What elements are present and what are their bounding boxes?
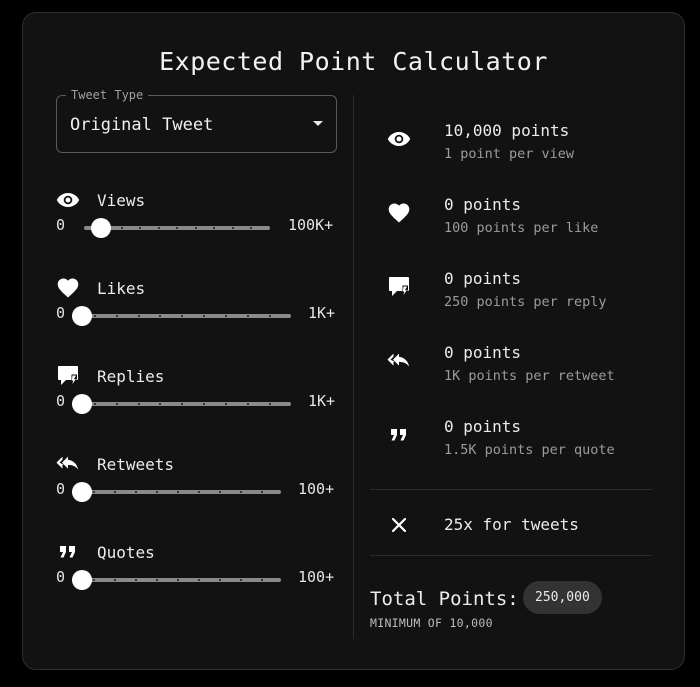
replies-slider-thumb[interactable] <box>72 394 92 414</box>
eye-icon <box>387 127 411 151</box>
column-divider <box>353 95 354 639</box>
replies-slider-group <box>56 364 346 424</box>
retweets-label: Retweets <box>97 454 175 474</box>
views-slider-track[interactable] <box>84 226 270 230</box>
retweets-points-item <box>371 343 661 393</box>
views-points-item <box>371 121 661 171</box>
tweet-type-select[interactable] <box>56 88 337 153</box>
reply-icon <box>387 275 411 299</box>
quote-icon <box>387 423 411 447</box>
views-rate: 1 point per view <box>444 146 575 162</box>
views-points: 10,000 points <box>444 121 570 140</box>
reply-icon <box>56 364 80 388</box>
quotes-slider-track[interactable] <box>72 578 281 582</box>
multiplier-item <box>371 510 661 540</box>
likes-label: Likes <box>97 278 146 298</box>
likes-min-label: 0 <box>56 304 66 322</box>
chevron-down-icon <box>313 121 323 126</box>
quotes-max-label: 100+ <box>298 568 335 586</box>
replies-min-label: 0 <box>56 392 66 410</box>
likes-points-item <box>371 195 661 245</box>
retweet-icon <box>56 452 80 476</box>
total-points-label: Total Points: <box>370 588 519 610</box>
replies-points-item <box>371 269 661 319</box>
calculator-card <box>22 12 685 670</box>
eye-icon <box>56 188 80 212</box>
quotes-min-label: 0 <box>56 568 66 586</box>
minimum-note: MINIMUM OF 10,000 <box>370 616 493 630</box>
quotes-slider-thumb[interactable] <box>72 570 92 590</box>
likes-points: 0 points <box>444 195 522 214</box>
retweet-icon <box>387 349 411 373</box>
replies-max-label: 1K+ <box>308 392 336 410</box>
views-slider-group <box>56 188 346 248</box>
divider <box>370 489 652 490</box>
heart-icon <box>56 276 80 300</box>
retweets-slider-track[interactable] <box>72 490 281 494</box>
quotes-points-item <box>371 417 661 467</box>
likes-slider-thumb[interactable] <box>72 306 92 326</box>
likes-max-label: 1K+ <box>308 304 336 322</box>
quotes-points: 0 points <box>444 417 522 436</box>
replies-rate: 250 points per reply <box>444 294 607 310</box>
quotes-rate: 1.5K points per quote <box>444 442 615 458</box>
heart-icon <box>387 201 411 225</box>
retweets-slider-group <box>56 452 346 512</box>
retweets-rate: 1K points per retweet <box>444 368 615 384</box>
views-min-label: 0 <box>56 216 66 234</box>
retweets-min-label: 0 <box>56 480 66 498</box>
divider <box>370 555 652 556</box>
tweet-type-value: Original Tweet <box>70 115 214 135</box>
replies-slider-track[interactable] <box>72 402 291 406</box>
quote-icon <box>56 540 80 564</box>
retweets-points: 0 points <box>444 343 522 362</box>
views-label: Views <box>97 190 146 210</box>
likes-rate: 100 points per like <box>444 220 599 236</box>
replies-label: Replies <box>97 366 165 386</box>
quotes-label: Quotes <box>97 542 155 562</box>
retweets-max-label: 100+ <box>298 480 335 498</box>
likes-slider-track[interactable] <box>72 314 291 318</box>
tweet-type-legend: Tweet Type <box>66 88 148 102</box>
close-icon <box>387 513 411 537</box>
quotes-slider-group <box>56 540 346 600</box>
views-slider-thumb[interactable] <box>91 218 111 238</box>
views-max-label: 100K+ <box>288 216 334 234</box>
page-title: Expected Point Calculator <box>159 47 548 76</box>
retweets-slider-thumb[interactable] <box>72 482 92 502</box>
total-points-badge: 250,000 <box>523 581 602 614</box>
likes-slider-group <box>56 276 346 336</box>
multiplier-text: 25x for tweets <box>444 515 579 534</box>
replies-points: 0 points <box>444 269 522 288</box>
